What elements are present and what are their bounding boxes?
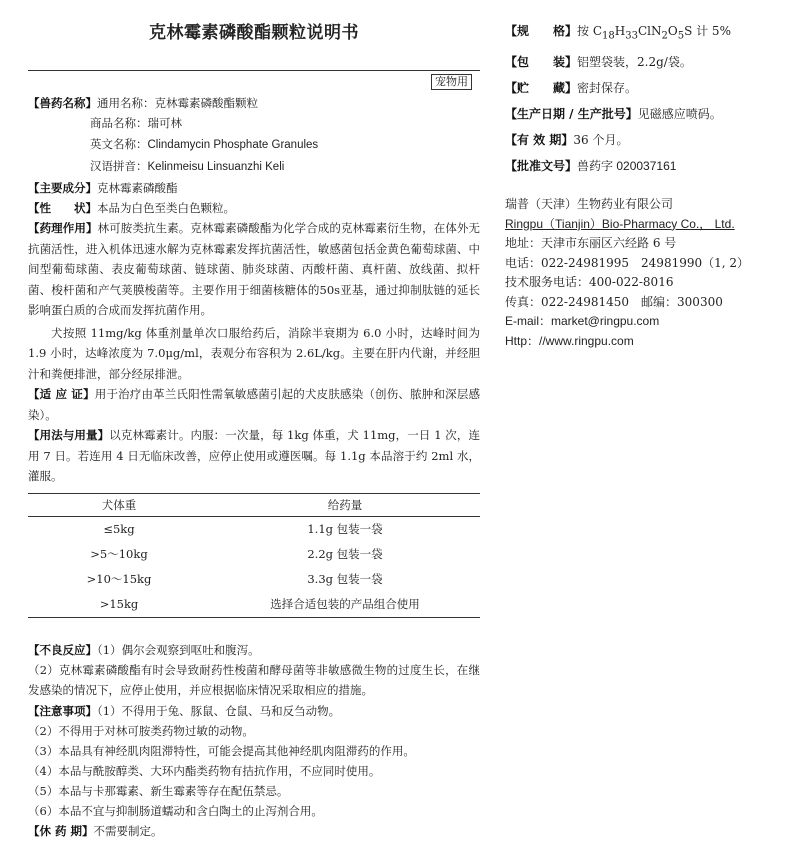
approval-row: [505, 153, 790, 179]
adverse-row: [28, 640, 480, 660]
spec-text: 按 $C_{18}H_{33}ClN_2O_5S$ 计 5%: [577, 24, 731, 42]
company-support-phone: 技术服务电话：400-022-8016: [505, 275, 674, 290]
batch-text: 见磁感应喷码。: [637, 107, 722, 122]
list-item: （1）不得用于兔、豚鼠、仓鼠、马和反刍动物。: [97, 703, 341, 718]
withdrawal-text: 不需要制定。: [93, 823, 163, 838]
english-name-row: 英文名称：Clindamycin Phosphate Granules: [90, 137, 319, 151]
dose-table: [28, 493, 480, 618]
amount-cell: 3.3g 包装一袋: [307, 572, 383, 586]
validity-label: 【有 效 期】: [505, 133, 574, 148]
indication-label: 【适 应 证】: [28, 387, 95, 401]
english-name: Clindamycin Phosphate Granules: [147, 139, 319, 151]
generic-name: 通用名称：克林霉素磷酸酯颗粒: [97, 96, 258, 110]
usage-text: 以克林霉素计。内服：一次量，每 1kg 体重，犬 11mg，一日 1 次，连用 7 日。若连用 4 日无临床改善，应停止使用或遵医嘱。每 1.1g 本品溶于约 2ml 水，灌服。: [28, 428, 481, 483]
spec-label: 【规 格】: [505, 24, 578, 38]
company-name-cn: 瑞普（天津）生物药业有限公司: [505, 197, 674, 212]
withdrawal-row: [28, 821, 480, 841]
table-row: [28, 542, 480, 567]
company-address: 地址：天津市东丽区六经路 6 号: [505, 236, 677, 251]
weight-cell: ≤5kg: [103, 522, 135, 536]
nature-row: [28, 198, 480, 218]
weight-cell: >5～10kg: [90, 547, 148, 561]
validity-text: 36 个月。: [573, 133, 629, 148]
indication-text: 用于治疗由革兰氏阳性需氧敏感菌引起的犬皮肤感染（创伤、脓肿和深层感染）。: [28, 387, 480, 422]
package-text: 铝塑袋装，2.2g/袋。: [577, 55, 692, 70]
amount-cell: 1.1g 包装一袋: [307, 522, 383, 536]
left-column: [28, 18, 480, 841]
pharmacology-text: 林可胺类抗生素。克林霉素磷酸酯为化学合成的克林霉素衍生物，在体外无抗菌活性，进入机体迅速水解为克林霉素发挥抗菌活性，敏感菌包括金黄色葡萄球菌、中间型葡萄球菌、表皮葡萄球菌、链球菌、肺炎球菌、丙酸杆菌、真杆菌、放线菌、拟杆菌、梭杆菌和产气荚膜梭菌等。主要作用于细菌核糖体的50s亚基，通过抑制肽链的延长影响蛋白质的合成而发挥抗菌作用。: [28, 221, 481, 317]
pharmacology-section: [28, 218, 480, 321]
company-fax: 传真：022-24981450 邮编：300300: [505, 294, 723, 309]
approval-label: 【批准文号】: [505, 159, 578, 174]
storage-text: 密封保存。: [577, 81, 638, 96]
usage-label: 【用法与用量】: [28, 428, 110, 442]
usage-section: [28, 425, 480, 487]
table-row: [28, 516, 480, 542]
pinyin-name: Kelinmeisu Linsuanzhi Keli: [147, 161, 285, 173]
precautions-label: 【注意事项】: [28, 703, 97, 718]
validity-row: [505, 127, 790, 153]
table-row: [28, 592, 480, 618]
company-phone: 电话：022-24981995 24981990（1, 2）: [505, 255, 750, 270]
spec-row: [505, 18, 790, 49]
list-item: （4）本品与酰胺醇类、大环内酯类药物有拮抗作用，不应同时使用。: [28, 763, 381, 778]
nature-text: 本品为白色至类白色颗粒。: [97, 201, 235, 215]
nature-label: 【性 状】: [28, 201, 97, 215]
ingredient-row: [28, 178, 480, 198]
adverse-label: 【不良反应】: [28, 642, 97, 657]
pet-use-badge: 宠物用: [431, 74, 472, 90]
pharmacokinetics-text: 犬按照 11mg/kg 体重剂量单次口服给药后，消除半衰期为 6.0 小时，达峰时间为 1.9 小时，达峰浓度为 7.0μg/ml，表观分布容积为 2.6L/kg。主要在肝内代谢，并经胆汁和粪便排泄，部分经尿排泄。: [28, 325, 480, 381]
pharmacology-label: 【药理作用】: [28, 221, 98, 235]
ingredient-text: 克林霉素磷酸酯: [97, 181, 178, 195]
storage-row: [505, 75, 790, 101]
batch-row: [505, 101, 790, 127]
amount-cell: 选择合适包装的产品组合使用: [210, 592, 480, 618]
list-item: （6）本品不宜与抑制肠道蠕动和含白陶土的止泻剂合用。: [28, 803, 323, 818]
pinyin-row: 汉语拼音：Kelinmeisu Linsuanzhi Keli: [90, 159, 285, 173]
withdrawal-label: 【休 药 期】: [28, 823, 94, 838]
list-item: （5）本品与卡那霉素、新生霉素等存在配伍禁忌。: [28, 783, 289, 798]
ingredient-label: 【主要成分】: [28, 181, 97, 195]
table-row: [28, 567, 480, 592]
weight-cell: >10～15kg: [86, 572, 152, 586]
storage-label: 【贮 藏】: [505, 81, 578, 96]
precautions-row: [28, 701, 480, 721]
trade-name: 商品名称：瑞可林: [90, 116, 182, 130]
package-label: 【包 装】: [505, 55, 578, 70]
company-name-en: Ringpu（Tianjin）Bio-Pharmacy Co.， Ltd.: [505, 216, 735, 231]
weight-header: 犬体重: [28, 493, 210, 516]
adverse-item-2: （2）克林霉素磷酸酯有时会导致耐药性梭菌和酵母菌等非敏感微生物的过度生长，在继发感染的情况下，应停止使用，并应根据临床情况采取相应的措施。: [28, 662, 480, 697]
indication-section: [28, 384, 480, 425]
amount-cell: 2.2g 包装一袋: [307, 547, 383, 561]
adverse-item-1: （1）偶尔会观察到呕吐和腹泻。: [97, 642, 260, 657]
drug-name-row: [28, 93, 480, 113]
weight-cell: >15kg: [28, 592, 210, 618]
list-item: （2）不得用于对林可胺类药物过敏的动物。: [28, 723, 254, 738]
amount-header: 给药量: [210, 493, 480, 516]
batch-label: 【生产日期 / 生产批号】: [505, 107, 638, 122]
right-column: [505, 18, 790, 351]
list-item: （3）本品具有神经肌肉阻滞特性，可能会提高其他神经肌肉阻滞药的作用。: [28, 743, 415, 758]
package-row: [505, 49, 790, 75]
dose-table-header: [28, 493, 480, 516]
company-website: Http：//www.ringpu.com: [505, 333, 634, 348]
document-title: 克林霉素磷酸酯颗粒说明书: [149, 23, 359, 43]
drug-name-label: 【兽药名称】: [28, 96, 97, 110]
approval-text: 兽药字 020037161: [577, 159, 677, 174]
company-email: E-mail：market@ringpu.com: [505, 314, 660, 329]
